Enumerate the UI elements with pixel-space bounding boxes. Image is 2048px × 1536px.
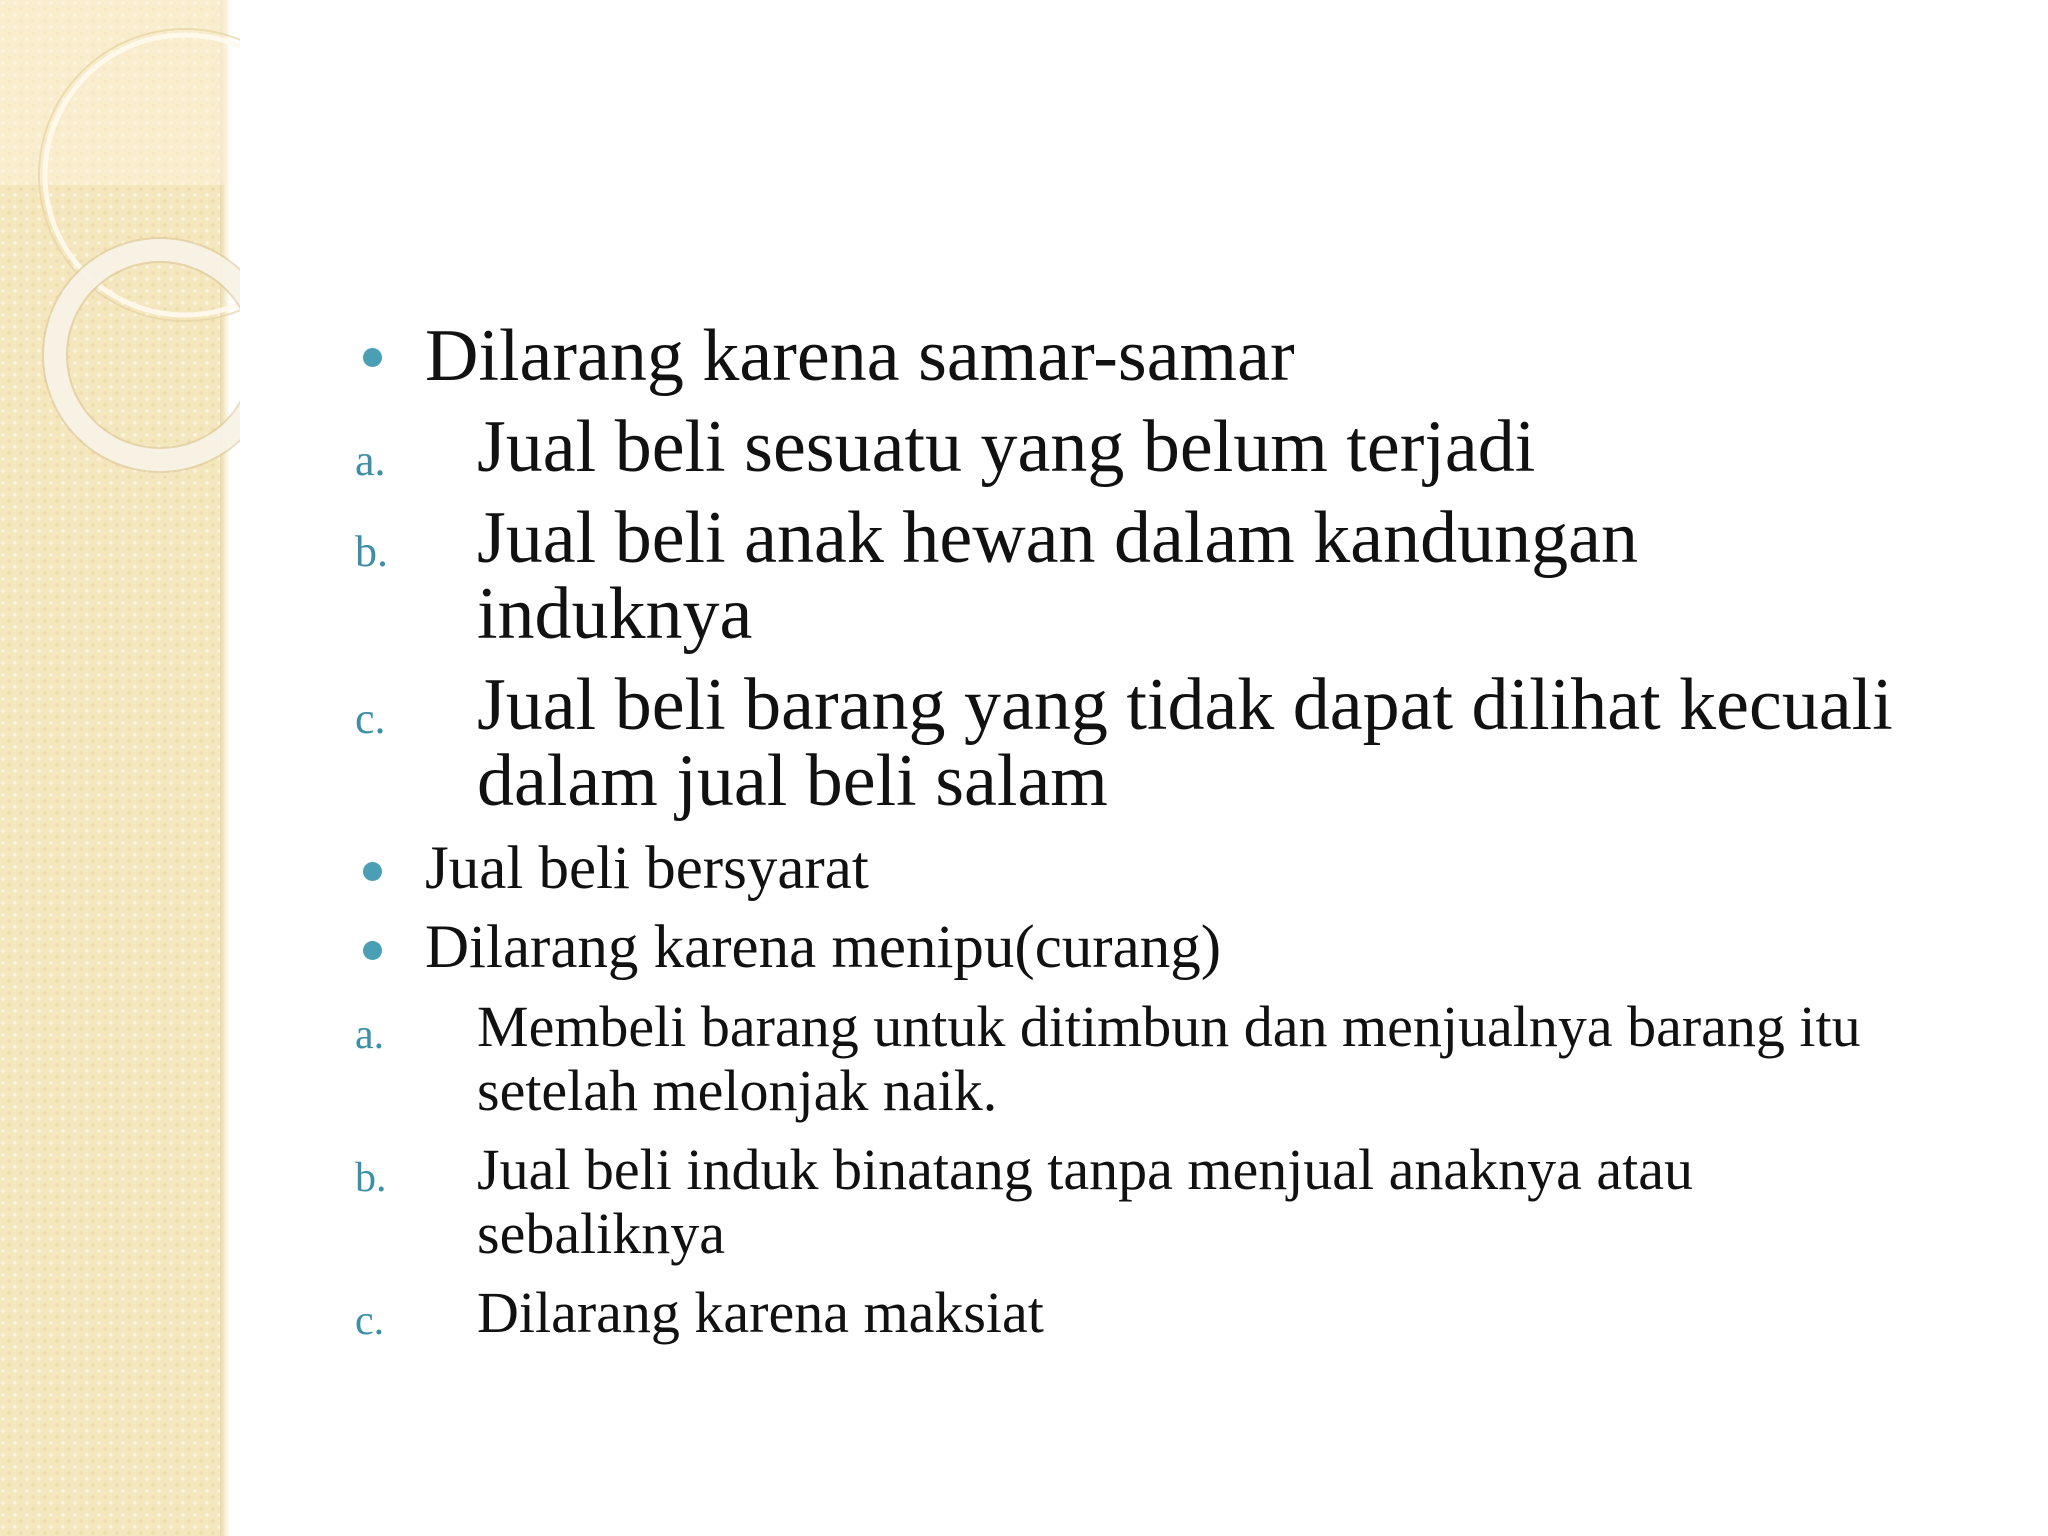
list-item bbox=[355, 315, 1915, 397]
list-item bbox=[355, 664, 1915, 822]
list-item bbox=[355, 406, 1915, 488]
list-item bbox=[355, 995, 1915, 1123]
bullet-list bbox=[355, 315, 1915, 1345]
list-item bbox=[355, 497, 1915, 655]
item-text: Jual beli bersyarat bbox=[425, 835, 869, 902]
list-item bbox=[355, 916, 1915, 980]
item-text: Dilarang karena menipu(curang) bbox=[425, 914, 1222, 981]
item-marker: b. bbox=[355, 527, 388, 576]
decorative-rings bbox=[0, 0, 240, 520]
item-text: Jual beli anak hewan dalam kandungan induknya bbox=[477, 497, 1638, 655]
bullet-icon bbox=[363, 348, 382, 367]
item-marker: c. bbox=[355, 694, 386, 743]
list-item bbox=[355, 1281, 1915, 1345]
item-text: Jual beli induk binatang tanpa menjual anaknya atau sebaliknya bbox=[477, 1137, 1693, 1266]
item-marker: a. bbox=[355, 436, 386, 485]
item-text: Jual beli sesuatu yang belum terjadi bbox=[477, 406, 1536, 488]
item-marker: a. bbox=[355, 1012, 385, 1058]
bullet-icon bbox=[363, 941, 382, 960]
item-text: Jual beli barang yang tidak dapat dilihat kecuali dalam jual beli salam bbox=[477, 664, 1893, 822]
list-item bbox=[355, 837, 1915, 901]
bullet-icon bbox=[363, 862, 382, 881]
item-marker: c. bbox=[355, 1298, 385, 1344]
item-text: Dilarang karena maksiat bbox=[477, 1280, 1044, 1345]
item-marker: b. bbox=[355, 1155, 387, 1201]
item-text: Dilarang karena samar-samar bbox=[425, 315, 1295, 397]
item-text: Membeli barang untuk ditimbun dan menjualnya barang itu setelah melonjak naik. bbox=[477, 994, 1861, 1123]
list-item bbox=[355, 1138, 1915, 1266]
